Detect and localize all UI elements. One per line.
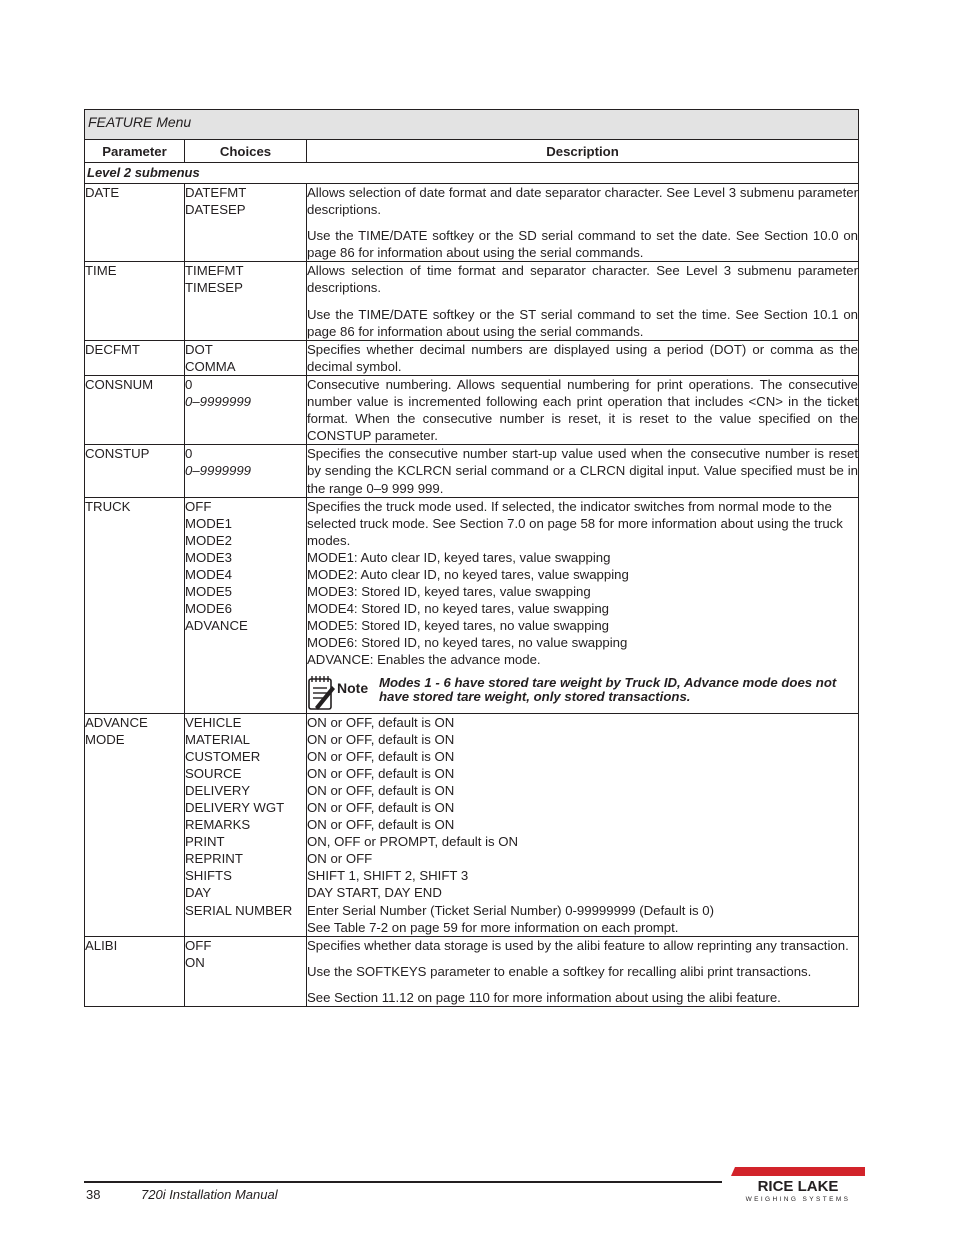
description-line: MODE4: Stored ID, no keyed tares, value swapping xyxy=(307,601,609,617)
table-title: FEATURE Menu xyxy=(85,110,859,140)
choice: DATEFMT xyxy=(185,185,247,200)
table-row xyxy=(85,445,859,497)
choice: OFF xyxy=(185,937,212,953)
manual-title: 720i Installation Manual xyxy=(141,1187,278,1202)
choice: ON xyxy=(185,954,205,970)
choice: CUSTOMER xyxy=(185,748,261,764)
description-line: ON or OFF, default is ON xyxy=(307,714,455,730)
description-text: Use the TIME/DATE softkey or the SD serial command to set the date. See Section 10.0 on page 86 for information about using the serial commands. xyxy=(307,228,859,261)
logo-tagline: WEIGHING SYSTEMS xyxy=(745,1196,851,1203)
choice: TIMESEP xyxy=(185,280,243,296)
choices-cell xyxy=(185,262,307,340)
table-row xyxy=(85,340,859,375)
note-pad-icon xyxy=(307,675,379,713)
description-line: ON or OFF, default is ON xyxy=(307,817,455,833)
param-cell: CONSTUP xyxy=(85,445,185,497)
choice: SHIFTS xyxy=(185,868,232,884)
choices-cell xyxy=(185,497,307,713)
header-parameter: Parameter xyxy=(85,140,185,163)
choice: 0 xyxy=(185,446,193,462)
choice: 0 xyxy=(185,376,193,392)
note-label: Note xyxy=(337,679,369,696)
description-line: SHIFT 1, SHIFT 2, SHIFT 3 xyxy=(307,868,469,884)
description-line: MODE3: Stored ID, keyed tares, value swapping xyxy=(307,584,591,600)
param-cell: TIME xyxy=(85,262,185,340)
choices-cell xyxy=(185,340,307,375)
footer-rule xyxy=(84,1181,722,1183)
choice: OFF xyxy=(185,498,212,514)
choices-cell xyxy=(185,445,307,497)
choice: MODE5 xyxy=(185,584,232,600)
description-line: MODE6: Stored ID, no keyed tares, no value swapping xyxy=(307,635,628,651)
param-cell: ALIBI xyxy=(85,936,185,1006)
description-text: Specifies the truck mode used. If selected, the indicator switches from normal mode to the selected truck mode. See Section 7.0 on page 58 for more information about using the truck modes. xyxy=(307,498,843,548)
description-text: Consecutive numbering. Allows sequential numbering for print operations. The consecutive number value is incremented following each print operation that includes <CN> in the ticket format. When the consecutive number is reset, it is reset to the value specified on the CONSTUP parameter. xyxy=(307,376,859,444)
description-cell xyxy=(307,184,859,262)
description-line: ON or OFF, default is ON xyxy=(307,800,455,815)
description-cell xyxy=(307,497,859,713)
description-text: See Section 11.12 on page 110 for more information about using the alibi feature. xyxy=(307,989,781,1005)
description-text: Use the TIME/DATE softkey or the ST serial command to set the time. See Section 10.1 on page 86 for information about using the serial commands. xyxy=(307,306,859,339)
choice: VEHICLE xyxy=(185,714,242,730)
param-cell: DECFMT xyxy=(85,340,185,375)
choice: MATERIAL xyxy=(185,731,250,747)
table-row xyxy=(85,375,859,444)
table-row xyxy=(85,262,859,340)
choice: MODE4 xyxy=(185,566,232,582)
description-line: See Table 7-2 on page 59 for more information on each prompt. xyxy=(307,919,679,935)
choice: MODE1 xyxy=(185,515,232,531)
choice: MODE2 xyxy=(185,532,232,548)
choice: 0–9999999 xyxy=(185,394,252,410)
description-line: ON or OFF xyxy=(307,851,373,867)
choice: SERIAL NUMBER xyxy=(185,902,293,918)
choice: DELIVERY xyxy=(185,782,250,798)
description-line: ON or OFF, default is ON xyxy=(307,748,455,764)
description-line: MODE1: Auto clear ID, keyed tares, value swapping xyxy=(307,549,611,565)
description-line: ON or OFF, default is ON xyxy=(307,782,455,798)
description-text: Specifies the consecutive number start-up value used when the consecutive number is reset by sending the KCLRCN serial command or a CLRCN digital input. Value specified must be in the range 0–9 999 999. xyxy=(307,446,859,496)
description-line: Enter Serial Number (Ticket Serial Number) 0-99999999 (Default is 0) xyxy=(307,902,715,918)
choices-cell xyxy=(185,936,307,1006)
description-line: ON, OFF or PROMPT, default is ON xyxy=(307,834,519,850)
description-text: Specifies whether decimal numbers are displayed using a period (DOT) or comma as the decimal symbol. xyxy=(307,341,859,374)
description-text: Use the SOFTKEYS parameter to enable a softkey for recalling alibi print transactions. xyxy=(307,963,812,979)
choice: DOT xyxy=(185,341,213,357)
description-cell xyxy=(307,340,859,375)
description-cell xyxy=(307,262,859,340)
choice: MODE6 xyxy=(185,601,232,617)
choices-cell xyxy=(185,713,307,936)
description-line: ON or OFF, default is ON xyxy=(307,765,455,781)
description-cell xyxy=(307,936,859,1006)
note-text: Modes 1 - 6 have stored tare weight by Truck ID, Advance mode does not have stored tare weight, only stored transactions. xyxy=(379,674,837,705)
note-box xyxy=(307,675,858,713)
description-line: DAY START, DAY END xyxy=(307,885,442,901)
header-choices: Choices xyxy=(185,140,307,163)
choice: PRINT xyxy=(185,834,225,850)
description-text: Specifies whether data storage is used by the alibi feature to allow reprinting any transaction. xyxy=(307,937,849,953)
description-line: MODE2: Auto clear ID, no keyed tares, value swapping xyxy=(307,566,629,582)
choice: DAY xyxy=(185,885,212,901)
table-row xyxy=(85,713,859,936)
feature-menu-table xyxy=(84,109,859,1007)
level-label: Level 2 submenus xyxy=(85,163,859,184)
param-cell: CONSNUM xyxy=(85,375,185,444)
table-row xyxy=(85,936,859,1006)
description-line: MODE5: Stored ID, keyed tares, no value swapping xyxy=(307,618,609,634)
description-line: ADVANCE: Enables the advance mode. xyxy=(307,652,541,668)
choices-cell xyxy=(185,184,307,262)
rice-lake-logo xyxy=(727,1165,869,1205)
choice: COMMA xyxy=(185,358,236,374)
choice: TIMEFMT xyxy=(185,263,244,279)
choice: 0–9999999 xyxy=(185,463,252,479)
description-line: ON or OFF, default is ON xyxy=(307,731,455,747)
param-cell: DATE xyxy=(85,184,185,262)
choice: DELIVERY WGT xyxy=(185,800,285,815)
description-cell xyxy=(307,713,859,936)
choice: SOURCE xyxy=(185,765,242,781)
choice: ADVANCE xyxy=(185,618,248,634)
description-text: Allows selection of time format and separator character. See Level 3 submenu parameter descriptions. xyxy=(307,263,859,296)
description-cell xyxy=(307,375,859,444)
param-cell: TRUCK xyxy=(85,497,185,713)
description-text: Allows selection of date format and date separator character. See Level 3 submenu parameter descriptions. xyxy=(307,185,859,218)
param-cell: ADVANCE MODE xyxy=(85,713,185,936)
choice: DATESEP xyxy=(185,202,246,218)
logo-brand: RICE LAKE xyxy=(757,1178,839,1195)
choice: MODE3 xyxy=(185,549,232,565)
choice: REMARKS xyxy=(185,817,251,833)
header-description: Description xyxy=(307,140,859,163)
table-row xyxy=(85,184,859,262)
choice: REPRINT xyxy=(185,851,243,867)
page-number: 38 xyxy=(86,1187,101,1202)
description-cell xyxy=(307,445,859,497)
choices-cell xyxy=(185,375,307,444)
table-row xyxy=(85,497,859,713)
